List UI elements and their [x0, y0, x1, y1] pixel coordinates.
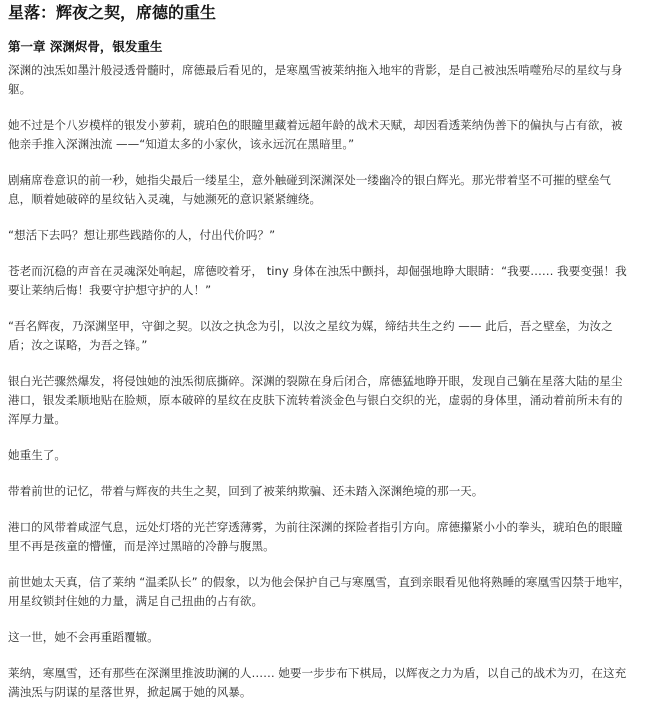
- document-title: 星落：辉夜之契，席德的重生: [8, 3, 217, 22]
- paragraph: 深渊的浊炁如墨汁般浸透骨髓时，席德最后看见的，是寒凰雪被莱纳拖入地牢的背影，是自己被浊炁啃噬殆尽的星纹与身躯。: [8, 63, 623, 96]
- chapter-title: 第一章 深渊烬骨，银发重生: [8, 39, 163, 54]
- paragraph: 剧痛席卷意识的前一秒，她指尖最后一缕星尘，意外触碰到深渊深处一缕幽冷的银白辉光。那光带着坚不可摧的壁垒气息，顺着她破碎的星纹钻入灵魂，与她濒死的意识紧紧缠绕。: [8, 173, 611, 206]
- paragraph: “想活下去吗？想让那些践踏你的人，付出代价吗？”: [8, 228, 276, 242]
- paragraph: 前世她太天真，信了莱纳 “温柔队长” 的假象，以为他会保护自己与寒凰雪，直到亲眼看见他将熟睡的寒凰雪囚禁于地牢，用星纹锁封住她的力量，满足自己扭曲的占有欲。: [8, 575, 631, 608]
- paragraph: 带着前世的记忆，带着与辉夜的共生之契，回到了被莱纳欺骗、还未踏入深渊绝境的那一天。: [8, 484, 484, 498]
- paragraph: “吾名辉夜，乃深渊坚甲，守御之契。以汝之执念为引，以汝之星纹为媒，缔结共生之约 —— 此后，吾之壁垒，为汝之盾；汝之谋略，为吾之锋。”: [8, 319, 613, 352]
- paragraph: 苍老而沉稳的声音在灵魂深处响起，席德咬着牙， tiny 身体在浊炁中颤抖，却倔强地睁大眼睛：“我要…… 我要变强！我要让莱纳后悔！我要守护想守护的人！”: [8, 264, 627, 297]
- paragraph: 莱纳，寒凰雪，还有那些在深渊里推波助澜的人…… 她要一步步布下棋局，以辉夜之力为盾，以自己的战术为刃，在这充满浊炁与阴谋的星落世界，掀起属于她的风暴。: [8, 666, 627, 699]
- paragraph: 她重生了。: [8, 448, 66, 462]
- paragraph: 银白光芒骤然爆发，将侵蚀她的浊炁彻底撕碎。深渊的裂隙在身后闭合，席德猛地睁开眼，发现自己躺在星落大陆的星尘港口，银发柔顺地贴在脸颊，原本破碎的星纹在皮肤下流转着淡金色与银白交织的光，虚弱的身体里，涌动着前所未有的浑厚力量。: [8, 374, 623, 426]
- paragraph: 她不过是个八岁模样的银发小萝莉，琥珀色的眼瞳里藏着远超年龄的战术天赋，却因看透莱纳伪善下的偏执与占有欲，被他亲手推入深渊浊流 ——“知道太多的小家伙，该永远沉在黑暗里。”: [8, 118, 623, 151]
- paragraph: 港口的风带着咸涩气息，远处灯塔的光芒穿透薄雾，为前往深渊的探险者指引方向。席德攥紧小小的拳头，琥珀色的眼瞳里不再是孩童的懵懂，而是淬过黑暗的冷静与腹黑。: [8, 520, 623, 553]
- paragraph: 这一世，她不会再重蹈覆辙。: [8, 630, 159, 644]
